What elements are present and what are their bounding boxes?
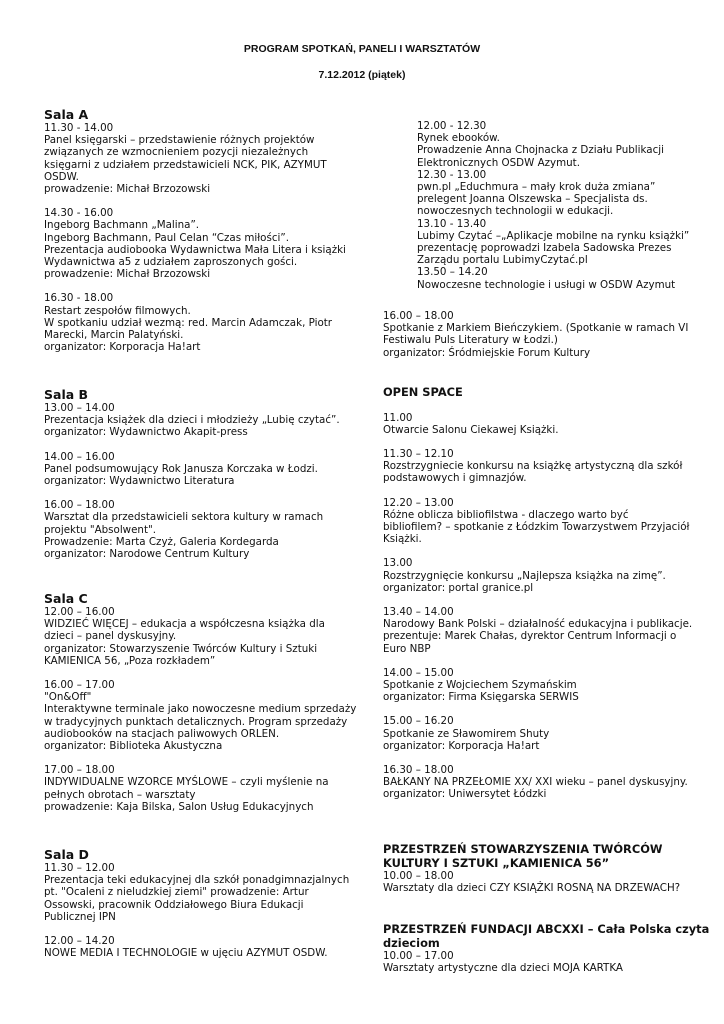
sala-c-heading: Sala C xyxy=(44,591,88,606)
sala-d-heading: Sala D xyxy=(44,847,89,862)
event-time: 12.00 – 16.00 xyxy=(44,606,115,618)
event xyxy=(44,499,359,560)
event-time: 11.30 – 12.00 xyxy=(44,862,115,874)
event-line: Warsztaty dla dzieci CZY KSIĄŻKI ROSNĄ NA DRZEWACH? xyxy=(383,882,681,895)
event-line: Prezentacja książek dla dzieci i młodzieży „Lubię czytać”. xyxy=(44,414,340,427)
event-line: Ossowski, pracownik Oddziałowego Biura Edukacji xyxy=(44,898,304,911)
event-time: 16.30 - 18.00 xyxy=(44,292,114,305)
event-line: Restart zespołów filmowych. xyxy=(44,304,191,317)
event-line: Prowadzenie: Marta Czyż, Galeria Kordegarda xyxy=(44,535,279,548)
event xyxy=(383,497,713,546)
event-line: prezentuje: Marek Chałas, dyrektor Centrum Informacji o xyxy=(383,630,677,643)
kamienica-heading: KULTURY I SZTUKI „KAMIENICA 56” xyxy=(383,855,610,870)
event-line: Narodowy Bank Polski – działalność edukacyjna i publikacje. xyxy=(383,618,693,631)
session-line: Nowoczesne technologie i usługi w OSDW Azymut xyxy=(417,278,676,291)
event-line: Rozstrzygnięcie konkursu „Najlepsza książka na zimę”. xyxy=(383,569,666,582)
kamienica-heading: PRZESTRZEŃ STOWARZYSZENIA TWÓRCÓW xyxy=(383,842,663,856)
event-line: Prezentacja audiobooka Wydawnictwa Mała Litera i książki xyxy=(44,243,346,256)
event-line: Rozstrzygniecie konkursu na książkę artystyczną dla szkół xyxy=(383,460,683,473)
event-line: Otwarcie Salonu Ciekawej Książki. xyxy=(383,423,559,436)
session-line: Rynek ebooków. xyxy=(417,132,500,145)
event-time: 11.00 xyxy=(383,411,413,424)
event-line: organizator: Korporacja Ha!art xyxy=(383,739,540,752)
event-line: NOWE MEDIA I TECHNOLOGIE w ujęciu AZYMUT OSDW. xyxy=(44,947,328,960)
event-line: prowadzenie: Michał Brzozowski xyxy=(44,268,211,281)
event-time: 16.00 – 18.00 xyxy=(383,310,454,322)
event-line: Euro NBP xyxy=(383,642,431,655)
session-line: pwn.pl „Educhmura – mały krok duża zmiana” xyxy=(417,181,656,194)
sala-b-section xyxy=(44,388,359,560)
event-time: 14.00 – 15.00 xyxy=(383,666,454,679)
event xyxy=(44,764,359,813)
event xyxy=(383,667,713,704)
event-time: 14.00 – 16.00 xyxy=(44,450,115,463)
event-line: organizator: Śródmiejskie Forum Kultury xyxy=(383,346,591,359)
event-line: INDYWIDUALNE WZORCE MYŚLOWE – czyli myślenie na xyxy=(44,776,329,789)
sala-c-section xyxy=(44,592,359,813)
open-space-heading: OPEN SPACE xyxy=(383,385,463,399)
event-line: Publicznej IPN xyxy=(44,910,116,923)
event-line: organizator: Wydawnictwo Akapit-press xyxy=(44,426,248,439)
abcxxi-heading: dzieciom xyxy=(383,935,440,950)
event-line: "On&Off" xyxy=(44,691,92,704)
event-line: Spotkanie ze Sławomirem Shuty xyxy=(383,727,550,740)
event-time: 13.00 – 14.00 xyxy=(44,402,115,414)
event-line: Warsztaty artystyczne dla dzieci MOJA KARTKA xyxy=(383,962,623,975)
event-line: pełnych obrotach – warsztaty xyxy=(44,788,196,801)
event-time: 17.00 – 18.00 xyxy=(44,764,115,777)
azymut-subsessions xyxy=(417,120,724,291)
event xyxy=(383,606,713,655)
event-line: organizator: Wydawnictwo Literatura xyxy=(44,475,235,488)
event xyxy=(383,557,713,594)
event-time: 10.00 – 18.00 xyxy=(383,870,454,882)
event-line: Panel księgarski – przedstawienie różnych projektów xyxy=(44,134,315,147)
event-line: KAMIENICA 56, „Poza rozkładem” xyxy=(44,654,216,667)
event-line: Festiwalu Puls Literatury w Łodzi.) xyxy=(383,334,558,347)
event-time: 15.00 – 16.20 xyxy=(383,715,454,728)
sala-a-section xyxy=(44,108,359,353)
event-line: księgarni z udziałem przedstawicieli NCK, PIK, AZYMUT xyxy=(44,158,327,171)
event-line: prowadzenie: Kaja Bilska, Salon Usług Edukacyjnych xyxy=(44,800,314,813)
event-time: 13.40 – 14.00 xyxy=(383,605,454,618)
event-time: 16.00 – 17.00 xyxy=(44,679,115,692)
event xyxy=(383,448,713,485)
bienczyk-event xyxy=(383,310,713,359)
page-date: 7.12.2012 (piątek) xyxy=(318,69,406,81)
event-time: 12.00 – 14.20 xyxy=(44,935,115,948)
session-line: Prowadzenie Anna Chojnacka z Działu Publikacji xyxy=(417,144,664,157)
sala-d-section xyxy=(44,848,359,959)
event-line: Warsztat dla przedstawicieli sektora kultury w ramach xyxy=(44,511,324,524)
event-time: 16.30 – 18.00 xyxy=(383,763,454,776)
event-line: Prezentacja teki edukacyjnej dla szkół ponadgimnazjalnych xyxy=(44,874,350,887)
session-line: Zarządu portalu LubimyCzytać.pl xyxy=(417,254,588,267)
event-line: Interaktywne terminale jako nowoczesne medium sprzedaży xyxy=(44,703,357,716)
session-line: prezentację poprowadzi Izabela Sadowska Prezes xyxy=(417,242,672,255)
session-line: 13.10 - 13.40 xyxy=(417,217,487,230)
session-line: 12.00 - 12.30 xyxy=(417,120,487,132)
event-line: organizator: Narodowe Centrum Kultury xyxy=(44,548,250,561)
event xyxy=(44,292,359,353)
event-time: 12.20 – 13.00 xyxy=(383,496,454,509)
event-line: dzieci – panel dyskusyjny. xyxy=(44,630,177,643)
event-line: Wydawnictwa a5 z udziałem zaproszonych gości. xyxy=(44,256,298,269)
event-line: związanych ze wzmocnieniem pozycji niezależnych xyxy=(44,146,309,159)
event-line: organizator: Korporacja Ha!art xyxy=(44,341,201,354)
event xyxy=(44,935,359,959)
event-line: Panel podsumowujący Rok Janusza Korczaka w Łodzi. xyxy=(44,462,318,475)
event-line: Różne oblicza bibliofilstwa - dlaczego warto być xyxy=(383,508,629,521)
event-line: W spotkaniu udział wezmą: red. Marcin Adamczak, Piotr xyxy=(44,316,333,329)
event-time: 13.00 xyxy=(383,557,413,570)
event xyxy=(383,412,713,436)
event-line: pt. "Ocaleni z nieludzkiej ziemi" prowadzenie: Artur xyxy=(44,886,309,899)
event-line: organizator: Biblioteka Akustyczna xyxy=(44,740,223,753)
session-line: prelegent Joanna Olszewska – Specjalista ds. xyxy=(417,193,648,206)
event-line: Marecki, Marcin Palatyński. xyxy=(44,329,184,342)
event-time: 11.30 – 12.10 xyxy=(383,447,454,460)
abcxxi-section xyxy=(383,923,713,974)
kamienica-section xyxy=(383,843,713,894)
sala-b-heading: Sala B xyxy=(44,387,89,402)
session-line: nowoczesnych technologii w edukacji. xyxy=(417,205,614,218)
event-line: OSDW. xyxy=(44,170,79,183)
session-line: 12.30 - 13.00 xyxy=(417,168,487,181)
sala-a-heading: Sala A xyxy=(44,107,89,122)
event-line: Książki. xyxy=(383,533,422,546)
event-line: w tradycyjnych punktach detalicznych. Program sprzedaży xyxy=(44,715,348,728)
event-line: bibliofilem? – spotkanie z Łódzkim Towarzystwem Przyjaciół xyxy=(383,520,690,533)
event xyxy=(44,862,359,923)
event-time: 16.00 – 18.00 xyxy=(44,499,115,512)
page-title: PROGRAM SPOTKAŃ, PANELI I WARSZTATÓW xyxy=(243,43,481,55)
event-line: organizator: Firma Księgarska SERWIS xyxy=(383,691,579,704)
session-line: Lubimy Czytać –„Aplikacje mobilne na rynku książki” xyxy=(417,229,690,242)
event-line: projektu "Absolwent". xyxy=(44,523,157,536)
open-space-section xyxy=(383,386,713,801)
event-time: 11.30 - 14.00 xyxy=(44,122,114,134)
event-line: WIDZIEĆ WIĘCEJ – edukacja a współczesna książka dla xyxy=(44,618,325,631)
event xyxy=(44,451,359,488)
session-line: Elektronicznych OSDW Azymut. xyxy=(417,156,580,169)
event-time: 14.30 - 16.00 xyxy=(44,207,114,220)
abcxxi-heading: PRZESTRZEŃ FUNDACJI ABCXXI – Cała Polska czyta xyxy=(383,922,710,936)
event-line: organizator: portal granice.pl xyxy=(383,581,534,594)
event-line: podstawowych i gimnazjów. xyxy=(383,472,527,485)
event-line: Ingeborg Bachmann „Malina”. xyxy=(44,219,200,232)
event xyxy=(44,207,359,280)
event-line: Spotkanie z Wojciechem Szymańskim xyxy=(383,678,577,691)
event-line: Spotkanie z Markiem Bieńczykiem. (Spotkanie w ramach VI xyxy=(383,322,689,335)
event-time: 10.00 – 17.00 xyxy=(383,950,454,962)
event-line: Ingeborg Bachmann, Paul Celan “Czas miłości”. xyxy=(44,231,289,244)
event-line: BAŁKANY NA PRZEŁOMIE XX/ XXI wieku – panel dyskusyjny. xyxy=(383,776,688,789)
event-line: audiobooków na stacjach paliwowych ORLEN. xyxy=(44,727,280,740)
session-line: 13.50 – 14.20 xyxy=(417,266,488,279)
event xyxy=(44,679,359,752)
event xyxy=(44,606,359,667)
event xyxy=(383,715,713,752)
event xyxy=(383,764,713,801)
event-line: organizator: Uniwersytet Łódzki xyxy=(383,788,547,801)
event-line: prowadzenie: Michał Brzozowski xyxy=(44,183,211,196)
event xyxy=(44,122,359,195)
event-line: organizator: Stowarzyszenie Twórców Kultury i Sztuki xyxy=(44,642,318,655)
event xyxy=(44,402,359,439)
